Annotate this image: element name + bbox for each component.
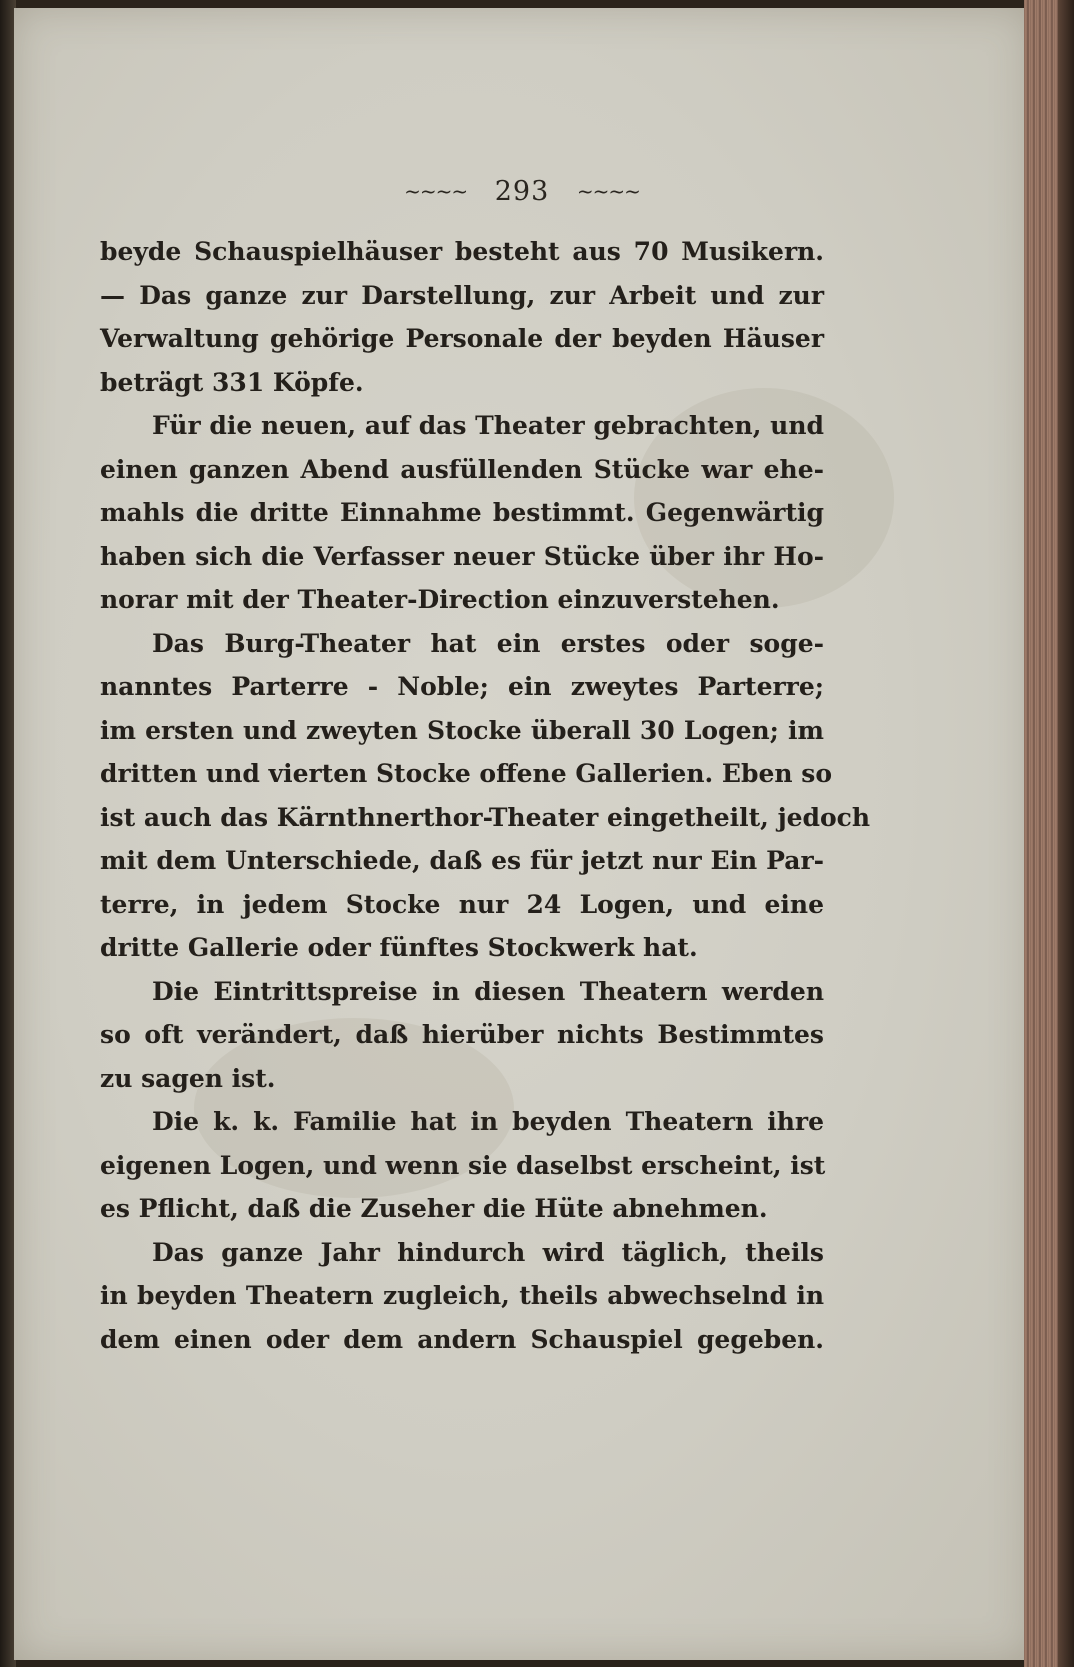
paragraph-2 (100, 404, 824, 622)
book-fore-edge-shadow (1058, 0, 1074, 1667)
text-line: so oft verändert, daß hierüber nichts Bestimmtes (100, 1020, 824, 1049)
text-line: eigenen Logen, und wenn sie daselbst erscheint, ist (100, 1150, 826, 1180)
paragraph-5 (100, 1100, 824, 1231)
page-body-text (100, 230, 871, 1361)
text-line: dem einen oder dem andern Schauspiel gegeben. (100, 1324, 824, 1354)
text-line: Die Eintrittspreise in diesen Theatern werden (152, 976, 824, 1006)
text-line: — Das ganze zur Darstellung, zur Arbeit und zur (100, 280, 824, 310)
page-number: 293 (494, 176, 550, 207)
text-line: Die k. k. Familie hat in beyden Theatern ihre (152, 1107, 824, 1136)
text-line: ist auch das Kärnthnerthor-Theater eingetheilt, jedoch (100, 802, 871, 832)
header-ornament-right: ~~~~ (576, 179, 640, 203)
text-line: mit dem Unterschiede, daß es für jetzt nur Ein Par- (100, 846, 824, 875)
text-line: Für die neuen, auf das Theater gebrachten, und (152, 411, 824, 440)
book-page (14, 8, 1030, 1660)
paragraph-4 (100, 970, 824, 1101)
text-line: norar mit der Theater-Direction einzuverstehen. (100, 585, 780, 614)
text-line: nanntes Parterre - Noble; ein zweytes Parterre; (100, 672, 824, 701)
text-line: einen ganzen Abend ausfüllenden Stücke war ehe- (100, 454, 824, 484)
text-line: beträgt 331 Köpfe. (100, 367, 364, 397)
text-line: terre, in jedem Stocke nur 24 Logen, und eine (100, 889, 824, 919)
text-line: Verwaltung gehörige Personale der beyden Häuser (100, 324, 824, 353)
text-line: dritten und vierten Stocke offene Gallerien. Eben so (100, 759, 832, 788)
text-line: in beyden Theatern zugleich, theils abwechselnd in (100, 1281, 824, 1310)
text-line: Das Burg-Theater hat ein erstes oder soge- (152, 628, 824, 658)
paragraph-1 (100, 230, 824, 404)
text-line: dritte Gallerie oder fünftes Stockwerk hat. (100, 933, 698, 962)
text-line: im ersten und zweyten Stocke überall 30 Logen; im (100, 715, 824, 745)
page-header (14, 176, 1030, 207)
header-ornament-left: ~~~~ (404, 179, 468, 203)
text-line: zu sagen ist. (100, 1063, 276, 1093)
text-line: Das ganze Jahr hindurch wird täglich, theils (152, 1237, 824, 1267)
text-line: es Pflicht, daß die Zuseher die Hüte abnehmen. (100, 1194, 768, 1223)
text-line: beyde Schauspielhäuser besteht aus 70 Musikern. (100, 237, 824, 266)
paragraph-3 (100, 622, 871, 970)
paragraph-6 (100, 1231, 824, 1362)
text-line: haben sich die Verfasser neuer Stücke über ihr Ho- (100, 541, 824, 571)
text-line: mahls die dritte Einnahme bestimmt. Gegenwärtig (100, 498, 824, 527)
